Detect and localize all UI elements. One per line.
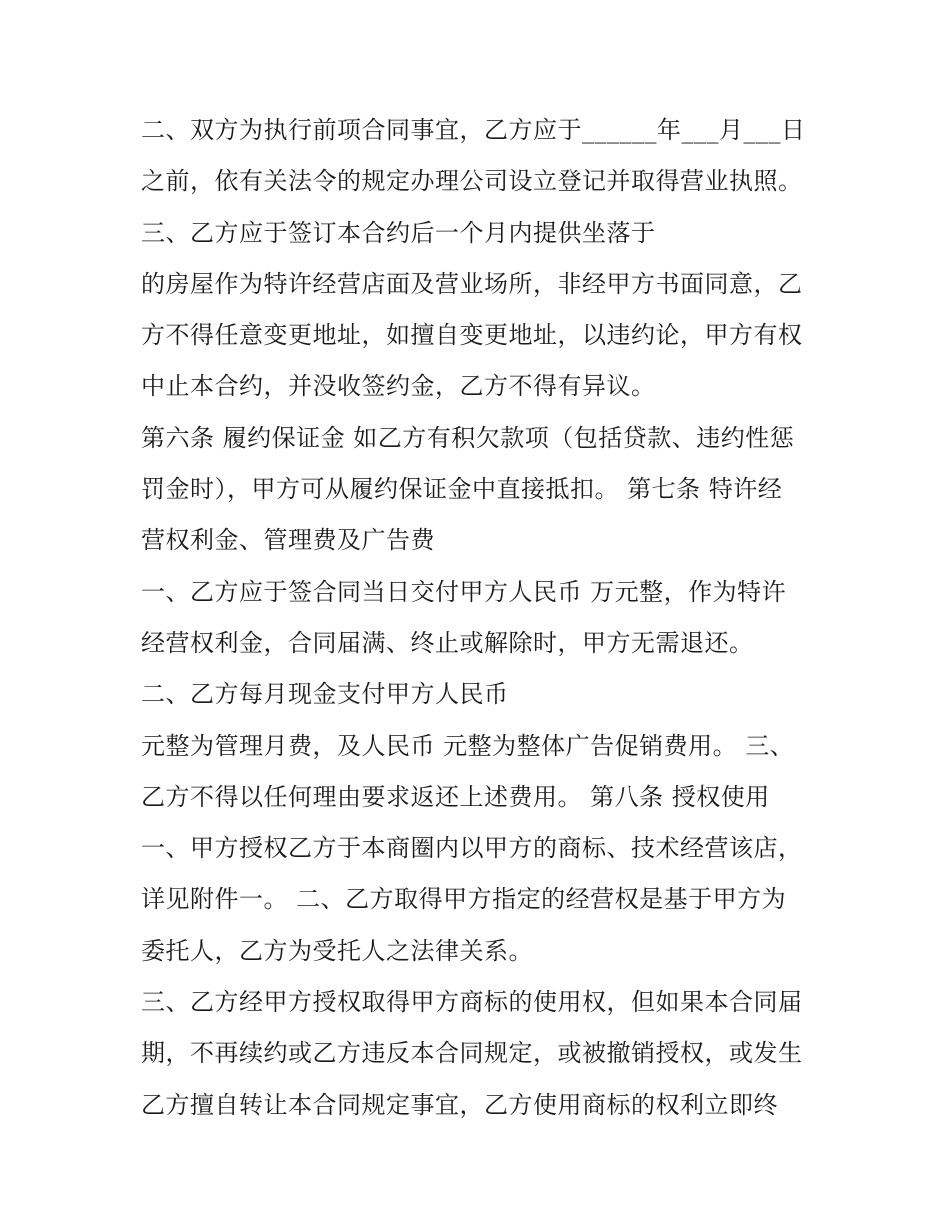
text-line: 期，不再续约或乙方违反本合同规定，或被撤销授权，或发生 <box>141 1039 803 1068</box>
text-line: 方不得任意变更地址，如擅自变更地址，以违约论，甲方有权 <box>141 321 803 350</box>
text-line: 一、甲方授权乙方于本商圈内以甲方的商标、技术经营该店， <box>141 834 803 863</box>
text-line: 三、乙方应于签订本合约后一个月内提供坐落于 <box>141 218 656 247</box>
text-line: 一、乙方应于签合同当日交付甲方人民币 万元整，作为特许 <box>141 577 787 606</box>
text-line: 营权利金、管理费及广告费 <box>141 526 435 555</box>
text-line: 中止本合约，并没收签约金，乙方不得有异议。 <box>141 372 656 401</box>
text-line: 二、双方为执行前项合同事宜，乙方应于______年___月___日 <box>141 116 806 144</box>
text-line: 详见附件一。 二、乙方取得甲方指定的经营权是基于甲方为 <box>141 885 787 914</box>
text-line: 经营权利金，合同届满、终止或解除时，甲方无需退还。 <box>141 628 754 657</box>
text-line: 之前，依有关法令的规定办理公司设立登记并取得营业执照。 <box>141 167 803 196</box>
text-line: 三、乙方经甲方授权取得甲方商标的使用权，但如果本合同届 <box>141 988 803 1017</box>
text-line: 乙方擅自转让本合同规定事宜，乙方使用商标的权利立即终 <box>141 1090 778 1119</box>
text-line: 乙方不得以任何理由要求返还上述费用。 第八条 授权使用 <box>141 782 770 811</box>
text-line: 的房屋作为特许经营店面及营业场所，非经甲方书面同意，乙 <box>141 269 803 298</box>
document-body <box>141 105 821 1131</box>
text-line: 二、乙方每月现金支付甲方人民币 <box>141 680 509 709</box>
text-line: 元整为管理月费，及人民币 元整为整体广告促销费用。 三、 <box>141 731 795 760</box>
text-line: 罚金时），甲方可从履约保证金中直接抵扣。 第七条 特许经 <box>141 475 783 504</box>
text-line: 第六条 履约保证金 如乙方有积欠款项（包括贷款、违约性惩 <box>141 423 795 452</box>
text-line: 委托人，乙方为受托人之法律关系。 <box>141 936 533 965</box>
